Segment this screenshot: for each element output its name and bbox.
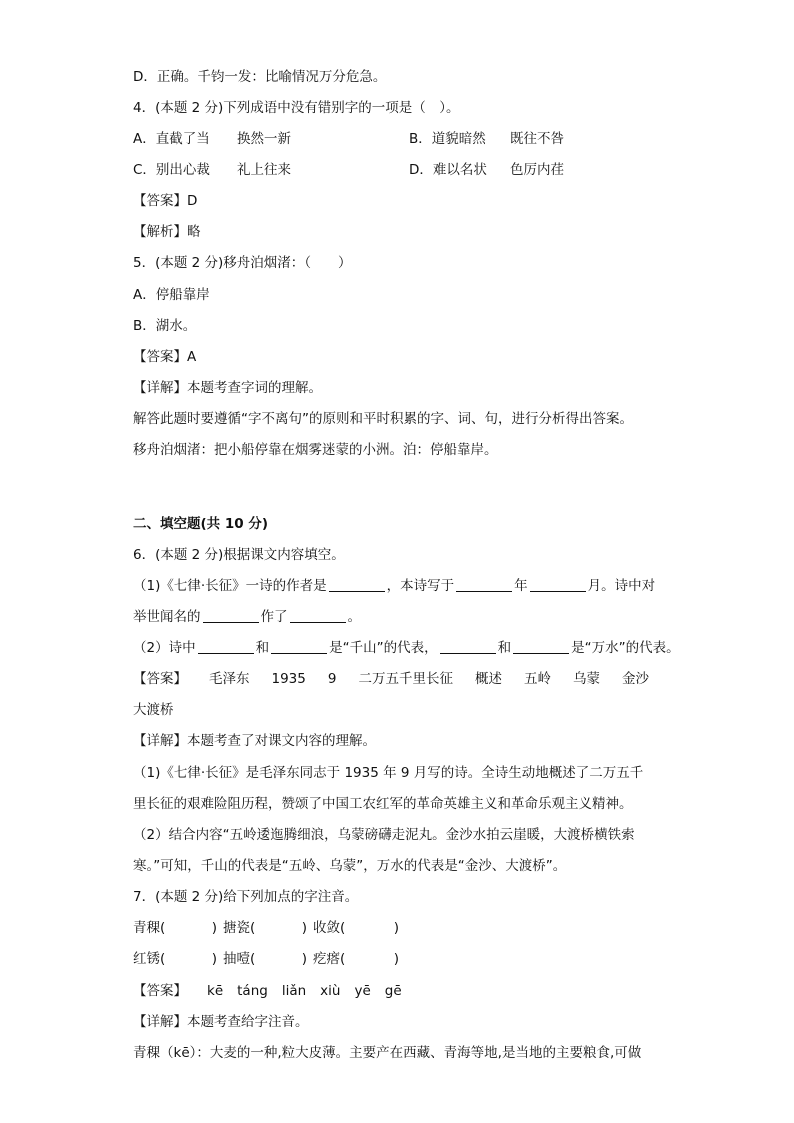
- q4-answer: 【答案】D: [133, 193, 198, 209]
- q7-paren: ): [301, 920, 307, 936]
- q7-answer: [133, 981, 416, 1001]
- fill-blank: [530, 577, 586, 592]
- answer-item: 乌蒙: [572, 671, 600, 687]
- text-line: 移舟泊烟渚：把小船停靠在烟雾迷蒙的小洲。泊：停船靠岸。: [133, 442, 498, 458]
- fill-blank: [271, 639, 327, 654]
- q5-option-a: A．停船靠岸: [133, 287, 210, 303]
- question-4: 4．(本题 2 分)下列成语中没有错别字的一项是（ ）。: [133, 100, 460, 116]
- answer-item: 概述: [474, 671, 502, 687]
- fill-blank: [290, 608, 346, 623]
- q7-row-2: [133, 949, 399, 969]
- text-line: 解答此题时要遵循“字不离句”的原则和平时积累的字、词、句，进行分析得出答案。: [133, 411, 633, 427]
- text-segment: 举世闻名的: [133, 609, 201, 625]
- q6-part-2: [133, 638, 680, 658]
- text-line: D．正确。千钧一发：比喻情况万分危急。: [133, 69, 387, 85]
- answer-label: 【答案】: [133, 671, 187, 687]
- text-segment: ，本诗写于: [386, 578, 455, 594]
- section-heading: 二、填空题(共 10 分): [133, 516, 269, 532]
- fill-blank: [329, 577, 385, 592]
- text-segment: 和: [255, 640, 270, 656]
- q6-answer-continued: 大渡桥: [133, 702, 174, 718]
- answer-item: xiù: [320, 983, 341, 999]
- answer-item: yē: [354, 983, 371, 999]
- text-line: （2）结合内容“五岭逶迤腾细浪，乌蒙磅礴走泥丸。金沙水拍云崖暖，大渡桥横铁索: [133, 827, 635, 843]
- q5-answer: 【答案】A: [133, 349, 197, 365]
- q7-paren: ): [211, 920, 217, 936]
- text-segment: 是“千山”的代表，: [329, 640, 438, 656]
- answer-item: gē: [384, 983, 402, 999]
- text-line: 里长征的艰难险阻历程，赞颂了中国工农红军的革命英雄主义和革命乐观主义精神。: [133, 796, 633, 812]
- q5-option-b: B．湖水。: [133, 318, 197, 334]
- q4-option-d-second: 色厉内荏: [510, 162, 564, 178]
- question-6: 6．(本题 2 分)根据课文内容填空。: [133, 547, 345, 563]
- q4-options-row-2: [133, 160, 564, 180]
- text-line: 青稞（kē）：大麦的一种,粒大皮薄。主要产在西藏、青海等地,是当地的主要粮食,可做: [133, 1045, 642, 1061]
- q7-word: 青稞(: [133, 920, 166, 936]
- q4-analysis: 【解析】略: [133, 224, 201, 240]
- answer-item: 五岭: [523, 671, 551, 687]
- text-segment: 作了: [260, 609, 288, 625]
- q6-explanation: 【详解】本题考查了对课文内容的理解。: [133, 733, 376, 749]
- answer-item: liǎn: [281, 983, 307, 999]
- q7-word: 搪瓷(: [223, 920, 256, 936]
- q4-option-a: A．直截了当: [133, 131, 210, 147]
- q7-row-1: [133, 918, 399, 938]
- q4-option-c: C．别出心裁: [133, 162, 210, 178]
- answer-item: 金沙: [621, 671, 649, 687]
- text-segment: 和: [497, 640, 512, 656]
- answer-item: 毛泽东: [209, 671, 250, 687]
- answer-item: 1935: [271, 671, 306, 687]
- q4-option-c-second: 礼上往来: [237, 162, 291, 178]
- answer-item: 二万五千里长征: [358, 671, 453, 687]
- q7-explanation: 【详解】本题考查给字注音。: [133, 1014, 309, 1030]
- fill-blank: [456, 577, 512, 592]
- q4-option-b-second: 既往不咎: [510, 131, 564, 147]
- q7-paren: ): [393, 951, 399, 967]
- question-5: 5．(本题 2 分)移舟泊烟渚：（ ）: [133, 255, 352, 271]
- q7-paren: ): [301, 951, 307, 967]
- q7-word: 抽噎(: [223, 951, 256, 967]
- answer-label: 【答案】: [133, 983, 187, 999]
- text-segment: 。: [347, 609, 361, 625]
- q4-options-row-1: [133, 129, 564, 149]
- fill-blank: [440, 639, 496, 654]
- text-line: （1)《七律·长征》是毛泽东同志于 1935 年 9 月写的诗。全诗生动地概述了二万五千: [133, 765, 644, 781]
- answer-item: táng: [237, 983, 268, 999]
- q4-option-b: B．道貌暗然: [409, 131, 486, 147]
- fill-blank: [198, 639, 254, 654]
- q7-word: 疙瘩(: [313, 951, 346, 967]
- q7-word: 红锈(: [133, 951, 166, 967]
- q6-answer: [133, 669, 671, 689]
- answer-item: kē: [207, 983, 224, 999]
- q5-explanation: 【详解】本题考查字词的理解。: [133, 380, 322, 396]
- q6-part-1-continued: [133, 607, 361, 627]
- q4-option-a-second: 换然一新: [237, 131, 291, 147]
- q7-paren: ): [211, 951, 217, 967]
- q7-paren: ): [393, 920, 399, 936]
- text-segment: 月。诗中对: [587, 578, 656, 594]
- text-segment: （2）诗中: [133, 640, 196, 656]
- text-segment: 是“万水”的代表。: [571, 640, 680, 656]
- q6-part-1: [133, 576, 655, 596]
- text-segment: 年: [514, 578, 528, 594]
- question-7: 7．(本题 2 分)给下列加点的字注音。: [133, 889, 359, 905]
- fill-blank: [203, 608, 259, 623]
- q7-word: 收敛(: [313, 920, 346, 936]
- answer-item: 9: [327, 671, 337, 687]
- q4-option-d: D．难以名状: [409, 162, 487, 178]
- fill-blank: [513, 639, 569, 654]
- text-segment: （1)《七律·长征》一诗的作者是: [133, 578, 327, 594]
- text-line: 寒。”可知，千山的代表是“五岭、乌蒙”，万水的代表是“金沙、大渡桥”。: [133, 858, 567, 874]
